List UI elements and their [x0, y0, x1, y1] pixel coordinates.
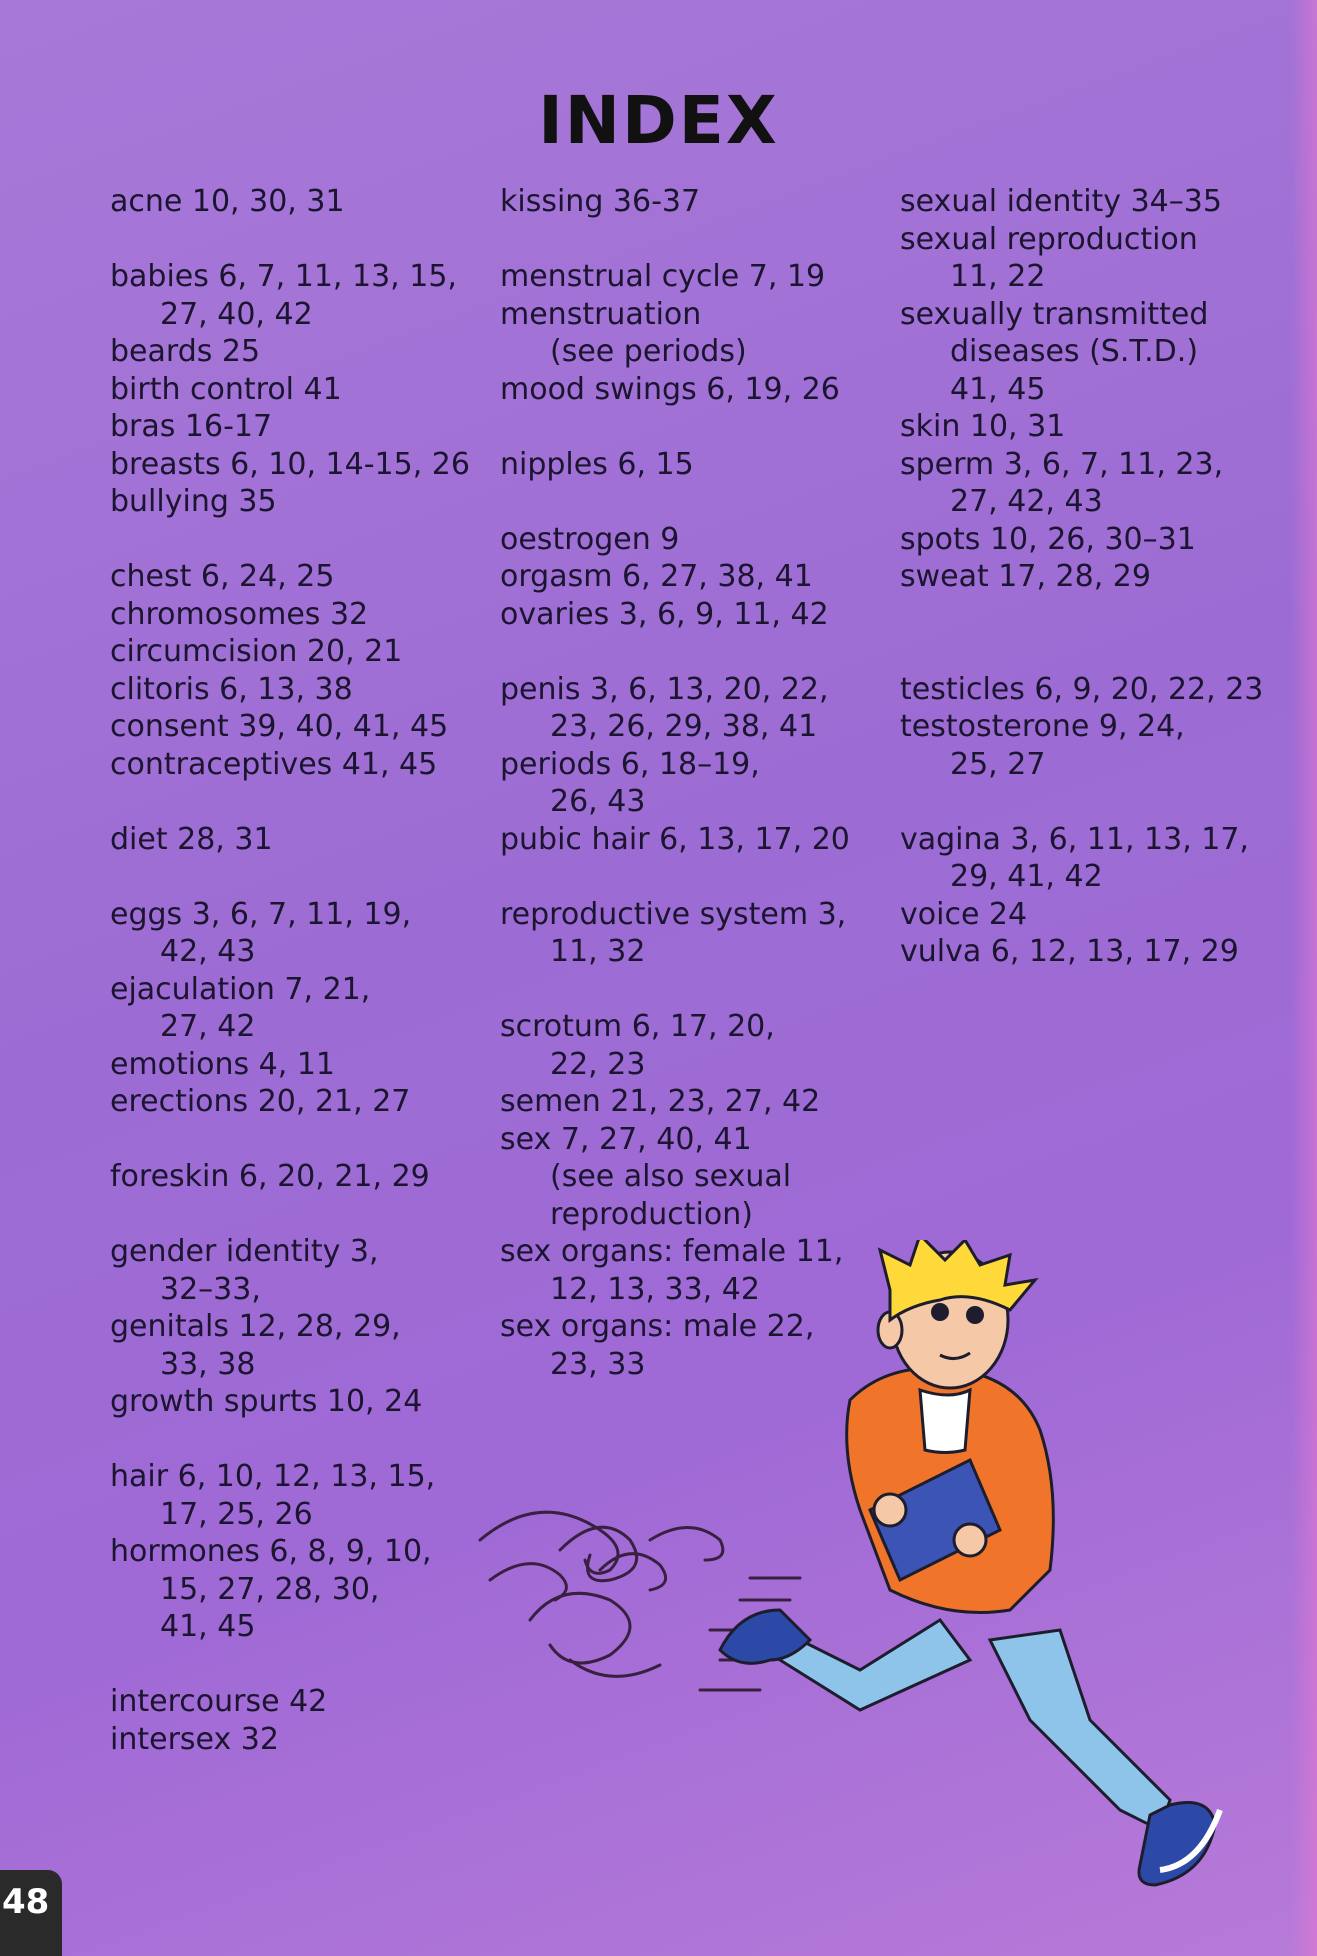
- index-column-3: [900, 183, 1300, 971]
- index-entry: periods 6, 18–19,: [500, 746, 760, 782]
- index-entry-continuation: (see also sexual: [550, 1159, 792, 1194]
- index-entry-continuation: diseases (S.T.D.): [950, 334, 1199, 369]
- index-gap: [500, 408, 880, 446]
- index-entry: circumcision 20, 21: [110, 634, 403, 669]
- index-entry: sex organs: male 22,: [500, 1309, 815, 1344]
- page-number: 48: [0, 1870, 62, 1956]
- index-entry: genitals 12, 28, 29,: [110, 1309, 401, 1344]
- index-entry: mood swings 6, 19, 26: [500, 371, 840, 407]
- index-entry: emotions 4, 11: [110, 1046, 335, 1082]
- index-entry-continuation: 27, 40, 42: [160, 296, 313, 332]
- index-entry: babies 6, 7, 11, 13, 15,: [110, 259, 457, 294]
- index-entry: eggs 3, 6, 7, 11, 19,: [110, 896, 412, 932]
- index-entry: hormones 6, 8, 9, 10,: [110, 1534, 432, 1569]
- index-gap: [900, 633, 1300, 671]
- index-entry: sperm 3, 6, 7, 11, 23,: [900, 446, 1224, 482]
- index-entry-continuation: (see periods): [550, 334, 747, 369]
- index-entry: foreskin 6, 20, 21, 29: [110, 1159, 430, 1194]
- index-entry: voice 24: [900, 896, 1028, 932]
- index-entry-continuation: 23, 33: [550, 1346, 646, 1382]
- index-entry: contraceptives 41, 45: [110, 746, 438, 782]
- index-entry-continuation: 25, 27: [950, 746, 1046, 782]
- index-entry: orgasm 6, 27, 38, 41: [500, 559, 813, 594]
- eye-left: [931, 1303, 949, 1321]
- running-boy-illustration: [470, 1240, 1300, 1956]
- index-gap: [110, 1421, 480, 1459]
- index-entry: sweat 17, 28, 29: [900, 559, 1151, 594]
- index-entry-continuation: 41, 45: [160, 1609, 256, 1644]
- index-entry: oestrogen 9: [500, 521, 680, 557]
- index-entry: testicles 6, 9, 20, 22, 23: [900, 671, 1264, 707]
- index-gap: [110, 1121, 480, 1159]
- index-gap: [110, 521, 480, 559]
- index-entry-continuation: 41, 45: [950, 371, 1046, 407]
- index-entry-continuation: 11, 32: [550, 934, 646, 969]
- index-entry: ovaries 3, 6, 9, 11, 42: [500, 596, 829, 632]
- index-entry-continuation: 23, 26, 29, 38, 41: [550, 709, 818, 744]
- index-entry: acne 10, 30, 31: [110, 184, 345, 219]
- back-leg: [780, 1620, 970, 1710]
- index-entry: menstruation: [500, 296, 702, 332]
- index-entry: menstrual cycle 7, 19: [500, 259, 826, 294]
- index-entry-continuation: 15, 27, 28, 30,: [160, 1571, 380, 1607]
- index-entry: penis 3, 6, 13, 20, 22,: [500, 671, 829, 707]
- index-entry: bullying 35: [110, 484, 277, 519]
- index-entry: skin 10, 31: [900, 409, 1066, 444]
- index-entry-continuation: 22, 23: [550, 1046, 646, 1082]
- index-entry: sexually transmitted: [900, 296, 1209, 332]
- index-entry: gender identity 3,: [110, 1234, 379, 1269]
- index-entry: consent 39, 40, 41, 45: [110, 709, 449, 744]
- index-entry: clitoris 6, 13, 38: [110, 671, 353, 707]
- index-entry: diet 28, 31: [110, 821, 273, 857]
- left-hand: [874, 1494, 906, 1526]
- index-entry: sexual identity 34–35: [900, 184, 1222, 219]
- index-entry: nipples 6, 15: [500, 446, 694, 482]
- index-entry: birth control 41: [110, 371, 342, 407]
- index-gap: [110, 1196, 480, 1234]
- index-entry: beards 25: [110, 334, 261, 369]
- index-entry: growth spurts 10, 24: [110, 1384, 423, 1419]
- index-gap: [110, 221, 480, 259]
- index-entry: scrotum 6, 17, 20,: [500, 1009, 775, 1044]
- index-gap: [110, 783, 480, 821]
- page-title: INDEX: [538, 82, 779, 159]
- index-gap: [500, 483, 880, 521]
- index-entry-continuation: 11, 22: [950, 259, 1046, 294]
- eye-right: [966, 1306, 984, 1324]
- index-entry-continuation: 26, 43: [550, 784, 646, 819]
- index-entry-continuation: 27, 42: [160, 1009, 256, 1044]
- index-gap: [500, 221, 880, 259]
- index-entry-continuation: 42, 43: [160, 934, 256, 969]
- index-entry-continuation: 33, 38: [160, 1346, 256, 1382]
- index-entry: sex organs: female 11,: [500, 1234, 844, 1269]
- index-entry: breasts 6, 10, 14-15, 26: [110, 446, 470, 482]
- index-entry: reproductive system 3,: [500, 896, 847, 932]
- index-entry: spots 10, 26, 30–31: [900, 521, 1196, 557]
- index-entry-continuation: 12, 13, 33, 42: [550, 1271, 760, 1307]
- front-leg: [990, 1630, 1170, 1830]
- index-entry: erections 20, 21, 27: [110, 1084, 411, 1119]
- right-hand: [954, 1524, 986, 1556]
- index-entry: chromosomes 32: [110, 596, 369, 632]
- tshirt: [920, 1390, 970, 1453]
- index-entry: hair 6, 10, 12, 13, 15,: [110, 1459, 436, 1494]
- index-entry-continuation: 32–33,: [160, 1271, 261, 1307]
- index-gap: [110, 1646, 480, 1684]
- index-entry: pubic hair 6, 13, 17, 20: [500, 821, 850, 857]
- index-entry: semen 21, 23, 27, 42: [500, 1084, 821, 1119]
- index-gap: [110, 858, 480, 896]
- index-gap: [500, 971, 880, 1009]
- index-entry: intercourse 42: [110, 1684, 328, 1719]
- index-entry: bras 16-17: [110, 409, 273, 444]
- index-entry: sexual reproduction: [900, 221, 1198, 257]
- index-gap: [500, 633, 880, 671]
- index-gap: [500, 858, 880, 896]
- index-entry: chest 6, 24, 25: [110, 559, 335, 594]
- motion-swirls: [480, 1512, 723, 1676]
- index-entry: testosterone 9, 24,: [900, 709, 1185, 744]
- index-entry-continuation: reproduction): [550, 1196, 753, 1232]
- index-gap: [900, 596, 1300, 634]
- index-entry-continuation: 17, 25, 26: [160, 1496, 313, 1532]
- index-column-1: [110, 183, 480, 1758]
- index-entry: ejaculation 7, 21,: [110, 971, 371, 1007]
- index-entry: vagina 3, 6, 11, 13, 17,: [900, 821, 1249, 857]
- index-entry: kissing 36-37: [500, 184, 701, 219]
- index-column-2: [500, 183, 880, 1383]
- index-entry: intersex 32: [110, 1721, 279, 1757]
- index-entry-continuation: 29, 41, 42: [950, 859, 1103, 894]
- index-gap: [900, 783, 1300, 821]
- index-entry-continuation: 27, 42, 43: [950, 484, 1103, 519]
- index-entry: vulva 6, 12, 13, 17, 29: [900, 934, 1239, 969]
- index-entry: sex 7, 27, 40, 41: [500, 1121, 752, 1157]
